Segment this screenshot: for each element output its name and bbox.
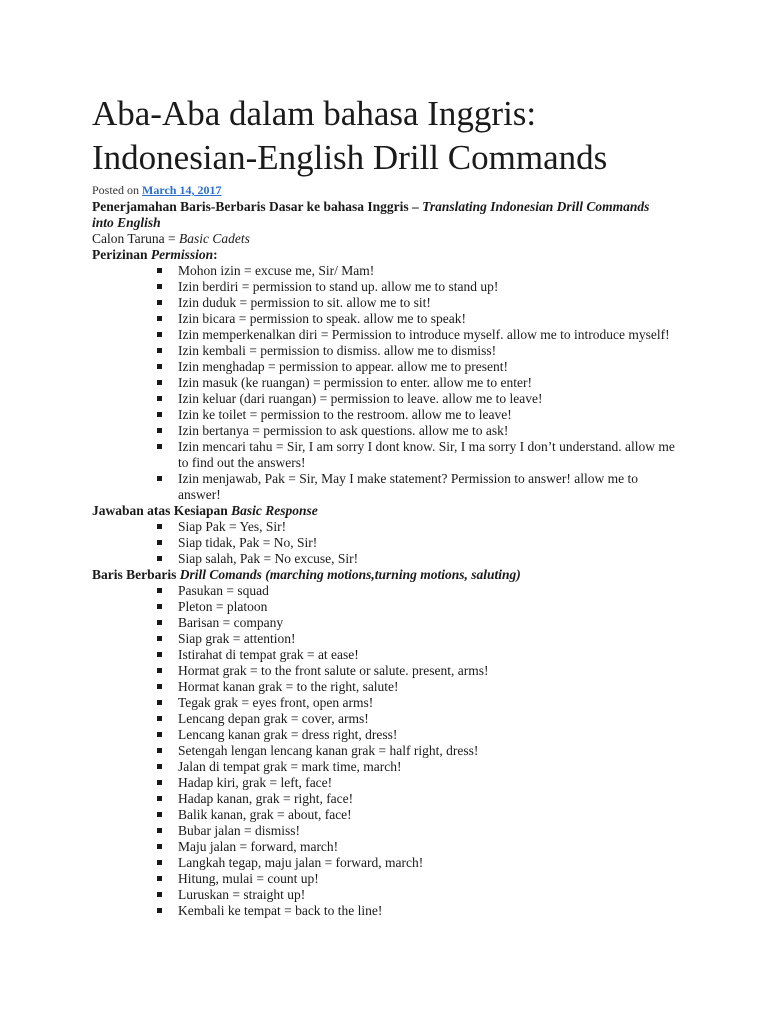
list-item: Izin keluar (dari ruangan) = permission to leave. allow me to leave! — [178, 391, 678, 407]
section-drill-heading: Baris Berbaris Drill Comands (marching motions,turning motions, saluting) — [92, 567, 521, 582]
list-item: Barisan = company — [178, 615, 678, 631]
post-meta — [92, 183, 768, 197]
list-item: Kembali ke tempat = back to the line! — [178, 903, 678, 919]
list-item: Hormat grak = to the front salute or salute. present, arms! — [178, 663, 678, 679]
list-item: Siap salah, Pak = No excuse, Sir! — [178, 551, 678, 567]
list-item: Izin duduk = permission to sit. allow me to sit! — [178, 295, 678, 311]
drill-list — [92, 583, 768, 919]
response-list — [92, 519, 768, 567]
list-item: Pleton = platoon — [178, 599, 678, 615]
list-item: Lencang kanan grak = dress right, dress! — [178, 727, 678, 743]
posted-prefix: Posted on — [92, 183, 143, 197]
calon-line — [92, 231, 768, 247]
calon-value: Basic Cadets — [179, 231, 250, 246]
list-item: Pasukan = squad — [178, 583, 678, 599]
list-item: Siap grak = attention! — [178, 631, 678, 647]
intro-bold: Penerjamahan Baris-Berbaris Dasar ke bahasa Inggris – — [92, 199, 423, 214]
list-item: Izin menghadap = permission to appear. allow me to present! — [178, 359, 678, 375]
list-item: Lencang depan grak = cover, arms! — [178, 711, 678, 727]
title-line-2: Indonesian-English Drill Commands — [92, 138, 608, 177]
permission-italic: Permission — [150, 247, 214, 262]
list-item: Hitung, mulai = count up! — [178, 871, 678, 887]
list-item: Luruskan = straight up! — [178, 887, 678, 903]
list-item: Siap Pak = Yes, Sir! — [178, 519, 678, 535]
intro-italic: Translating Indonesian Drill Commands into English — [92, 199, 650, 230]
list-item: Izin bicara = permission to speak. allow me to speak! — [178, 311, 678, 327]
list-item: Izin berdiri = permission to stand up. allow me to stand up! — [178, 279, 678, 295]
list-item: Hadap kiri, grak = left, face! — [178, 775, 678, 791]
intro-paragraph — [92, 199, 652, 231]
section-response-heading: Jawaban atas Kesiapan Basic Response — [92, 503, 318, 518]
drill-italic: Drill Comands (marching motions,turning motions, saluting) — [179, 567, 521, 582]
list-item: Balik kanan, grak = about, face! — [178, 807, 678, 823]
list-item: Tegak grak = eyes front, open arms! — [178, 695, 678, 711]
permission-list — [92, 263, 768, 503]
list-item: Izin mencari tahu = Sir, I am sorry I dont know. Sir, I ma sorry I don’t understand. allow me to find out the answers! — [178, 439, 678, 471]
section-permission-heading: Perizinan Permission: — [92, 247, 218, 262]
list-item: Izin menjawab, Pak = Sir, May I make statement? Permission to answer! allow me to answer! — [178, 471, 678, 503]
response-italic: Basic Response — [231, 503, 318, 518]
list-item: Izin memperkenalkan diri = Permission to introduce myself. allow me to introduce myself! — [178, 327, 678, 343]
list-item: Jalan di tempat grak = mark time, march! — [178, 759, 678, 775]
list-item: Izin ke toilet = permission to the restroom. allow me to leave! — [178, 407, 678, 423]
list-item: Maju jalan = forward, march! — [178, 839, 678, 855]
title-line-1: Aba-Aba dalam bahasa Inggris: — [92, 94, 537, 133]
list-item: Izin kembali = permission to dismiss. allow me to dismiss! — [178, 343, 678, 359]
page-title — [92, 0, 768, 180]
list-item: Setengah lengan lencang kanan grak = half right, dress! — [178, 743, 678, 759]
list-item: Izin bertanya = permission to ask questions. allow me to ask! — [178, 423, 678, 439]
list-item: Hadap kanan, grak = right, face! — [178, 791, 678, 807]
list-item: Istirahat di tempat grak = at ease! — [178, 647, 678, 663]
list-item: Langkah tegap, maju jalan = forward, march! — [178, 855, 678, 871]
list-item: Izin masuk (ke ruangan) = permission to enter. allow me to enter! — [178, 375, 678, 391]
list-item: Bubar jalan = dismiss! — [178, 823, 678, 839]
list-item: Siap tidak, Pak = No, Sir! — [178, 535, 678, 551]
list-item: Hormat kanan grak = to the right, salute! — [178, 679, 678, 695]
list-item: Mohon izin = excuse me, Sir/ Mam! — [178, 263, 678, 279]
posted-date-link[interactable]: March 14, 2017 — [142, 183, 222, 197]
calon-label: Calon Taruna = — [92, 231, 180, 246]
